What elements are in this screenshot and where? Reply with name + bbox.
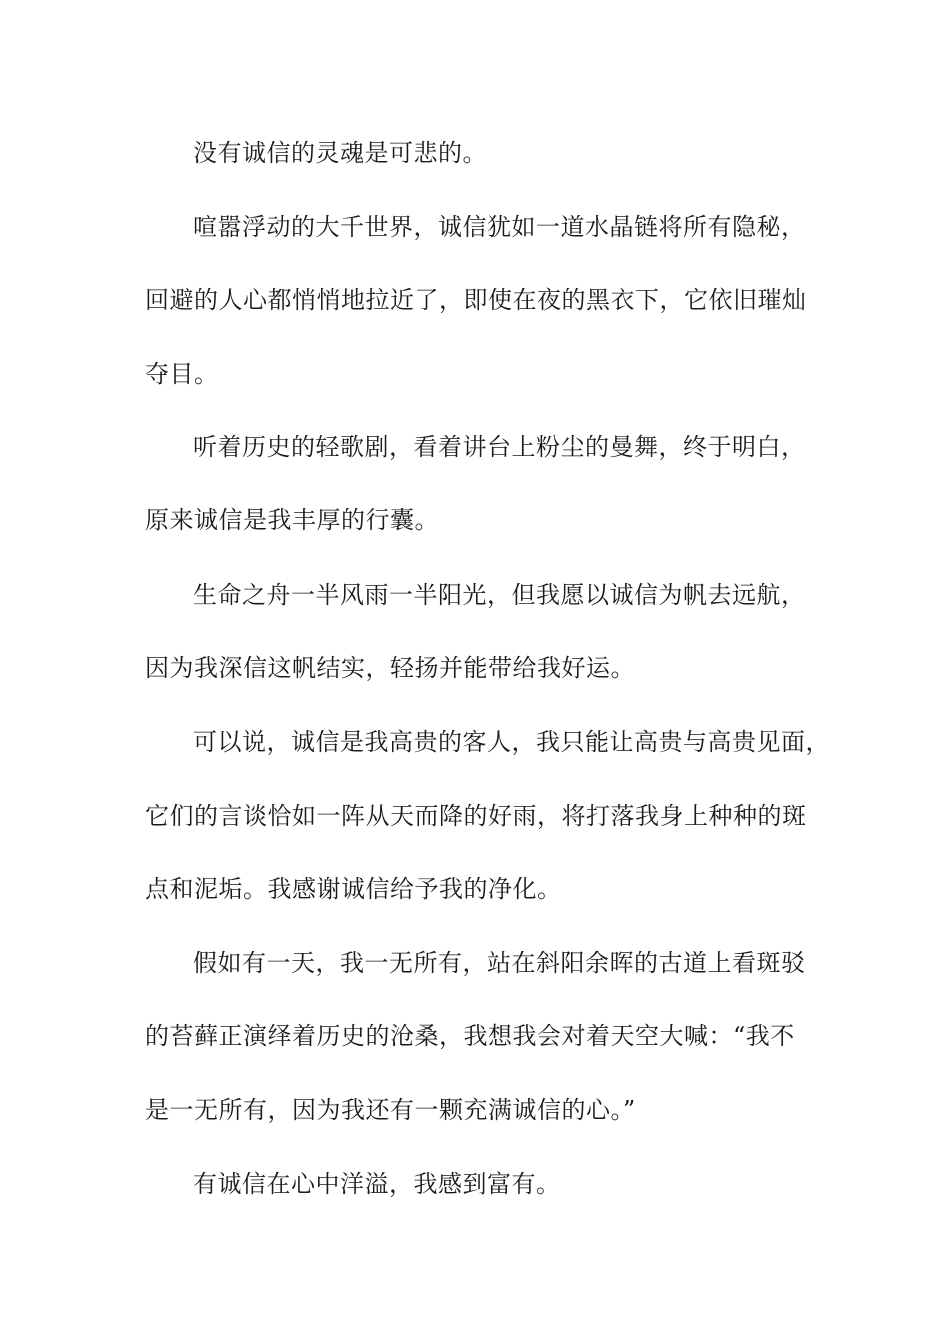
paragraph-2-line-1: 喧嚣浮动的大千世界，诚信犹如一道水晶链将所有隐秘， [193,213,806,241]
paragraph-2-line-3: 夺目。 [145,360,219,388]
paragraph-5-line-2: 它们的言谈恰如一阵从天而降的好雨，将打落我身上种种的斑 [145,802,807,830]
paragraph-6-line-3: 是一无所有，因为我还有一颗充满诚信的心。” [145,1096,636,1124]
paragraph-6-line-2: 的苔藓正演绎着历史的沧桑，我想我会对着天空大喊：“我不 [145,1022,795,1050]
paragraph-2-line-2: 回避的人心都悄悄地拉近了，即使在夜的黑衣下，它依旧璀灿 [145,286,807,314]
paragraph-7-line-1: 有诚信在心中洋溢，我感到富有。 [193,1170,561,1198]
paragraph-1-line-1: 没有诚信的灵魂是可悲的。 [193,139,487,167]
paragraph-4-line-1: 生命之舟一半风雨一半阳光，但我愿以诚信为帆去远航， [193,581,806,609]
paragraph-4-line-2: 因为我深信这帆结实，轻扬并能带给我好运。 [145,654,635,682]
paragraph-5-line-3: 点和泥垢。我感谢诚信给予我的净化。 [145,875,562,903]
paragraph-3-line-1: 听着历史的轻歌剧，看着讲台上粉尘的曼舞，终于明白， [193,433,806,461]
paragraph-5-line-1: 可以说，诚信是我高贵的客人，我只能让高贵与高贵见面， [193,728,830,756]
paragraph-3-line-2: 原来诚信是我丰厚的行囊。 [145,506,439,534]
paragraph-6-line-1: 假如有一天，我一无所有，站在斜阳余晖的古道上看斑驳 [193,949,806,977]
